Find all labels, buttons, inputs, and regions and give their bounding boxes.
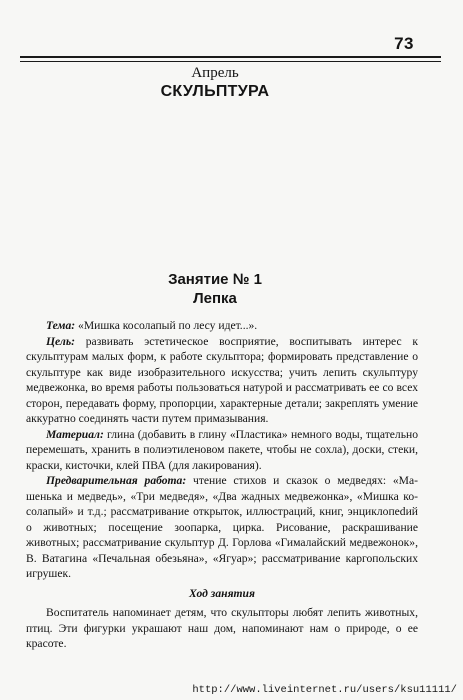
material-text: глина (добавить в глину «Пластика» немного воды, тщательно перемешать, хранить в полиэтиленовом пакете, чтобы не сохла), доски, стеки, краски, кисточки, клей ПВА (для лакирования). <box>26 427 418 472</box>
material-label: Материал: <box>46 427 104 441</box>
page-number: 73 <box>394 34 414 53</box>
lesson-title: Лепка <box>193 290 237 307</box>
month-title: Апрель <box>191 65 239 81</box>
preliminary-paragraph <box>26 473 418 582</box>
chapter-header <box>0 64 430 102</box>
section-title: СКУЛЬПТУРА <box>160 83 270 100</box>
goal-text: развивать эстетическое восприятие, воспитывать интерес к скульптурам малых форм, к работе скульптора; формировать представление о скульптуре как виде изобразительного искусства; учить лепить скульптуру медвежонка, во время работы пользоваться натурой и рассматривать ее со всех сторон, передавать форму, пропорции, характерные детали; закреплять умение аккуратно соединять части путем примазывания. <box>26 334 418 425</box>
header-rule-thick <box>20 56 441 58</box>
lesson-header <box>0 270 430 308</box>
topic-paragraph <box>26 318 418 334</box>
watermark-url: http://www.liveinternet.ru/users/ksu11111/ <box>192 684 457 696</box>
lesson-body <box>26 318 418 652</box>
material-paragraph <box>26 427 418 474</box>
goal-paragraph <box>26 334 418 427</box>
progress-paragraph: Воспитатель напоминает детям, что скульпторы любят лепить животных, птиц. Эти фигурки украшают наш дом, напоминают нам о природе, о ее красоте. <box>26 606 418 650</box>
preliminary-label: Предварительная работа: <box>46 474 187 487</box>
topic-label: Тема: <box>46 319 76 332</box>
goal-label: Цель: <box>46 334 75 348</box>
progress-title: Ход занятия <box>189 586 255 600</box>
topic-text: «Мишка косолапый по лесу идет...». <box>75 319 258 332</box>
lesson-number: Занятие № 1 <box>168 271 262 288</box>
preliminary-text: чтение стихов и сказок о медведях: «Машенька и медведь», «Три медведя», «Два жадных медвежонка», «Мишка косолапый» и т.д.; рассматривание открыток, иллюстраций, книг, энциклопеdий о животных; посещение зоопарка, цирка. Рисование, раскрашивание животных; рассматривание скульптур Д. Горлова «Гималайский медвежонок», В. Ватагина «Печальная обезьяна», «Ягуар»; рассматривание каргопольских игрушек. <box>26 474 418 580</box>
header-rule-thin <box>20 61 441 62</box>
